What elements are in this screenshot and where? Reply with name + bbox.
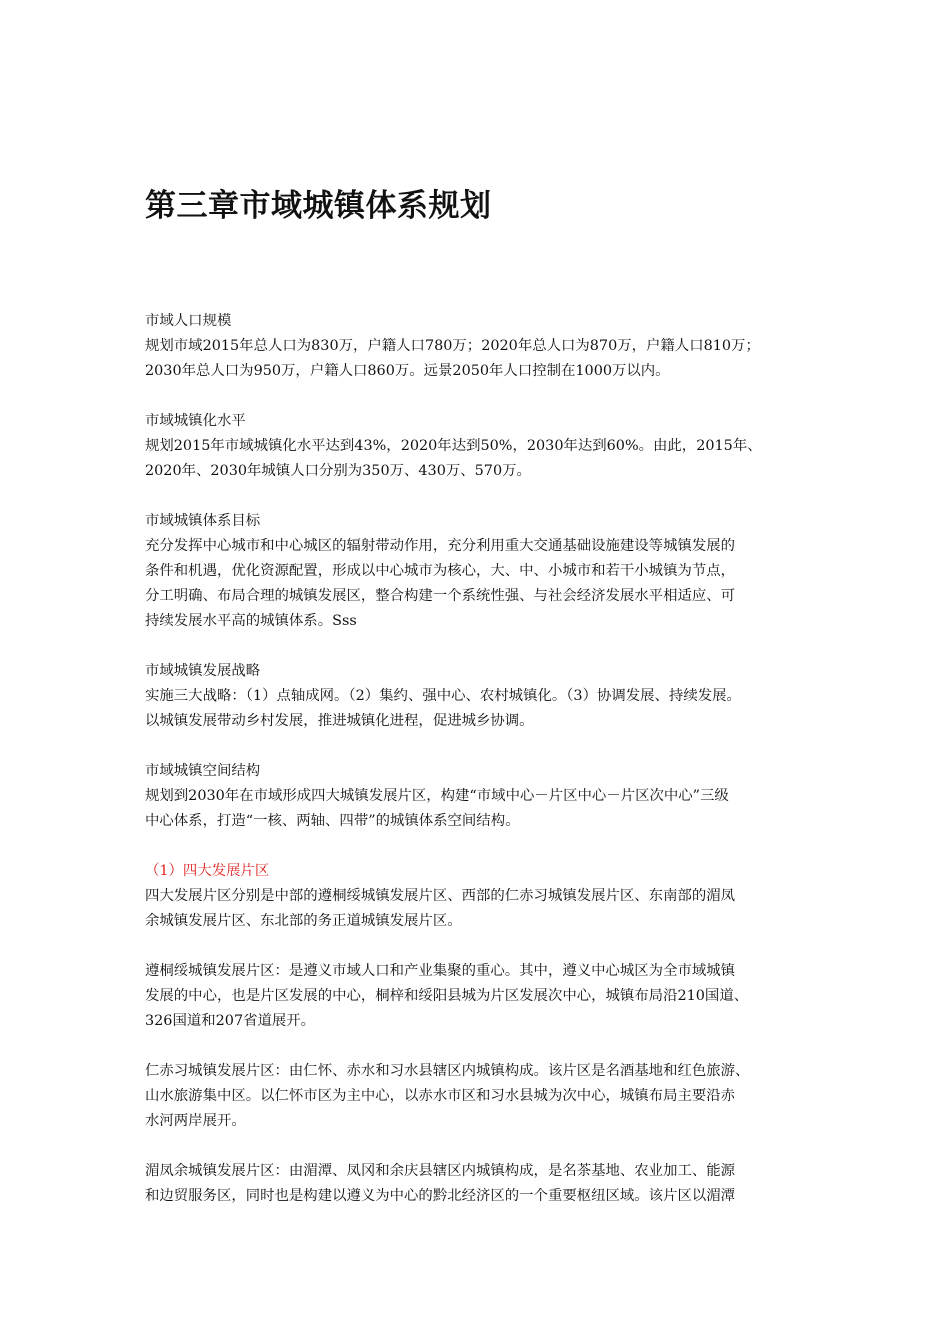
text-line: 充分发挥中心城市和中心城区的辐射带动作用，充分利用重大交通基础设施建设等城镇发展的	[145, 538, 736, 554]
text-line: 仁赤习城镇发展片区：由仁怀、赤水和习水县辖区内城镇构成。该片区是名酒基地和红色旅游、	[145, 1063, 750, 1079]
section-spatial-structure	[145, 759, 825, 834]
text-line: 2020年、2030年城镇人口分别为350万、430万、570万。	[145, 463, 531, 479]
section-population-scale	[145, 309, 825, 384]
text-line: 四大发展片区分别是中部的遵桐绥城镇发展片区、西部的仁赤习城镇发展片区、东南部的湄凤	[145, 888, 736, 904]
text-line: 条件和机遇，优化资源配置，形成以中心城市为核心，大、中、小城市和若干小城镇为节点，	[145, 563, 736, 579]
paragraph-renchixi	[145, 1059, 825, 1134]
text-line: 余城镇发展片区、东北部的务正道城镇发展片区。	[145, 913, 462, 929]
text-line: 湄凤余城镇发展片区：由湄潭、凤冈和余庆县辖区内城镇构成，是名茶基地、农业加工、能源	[145, 1163, 736, 1179]
text-line: 规划2015年市域城镇化水平达到43%，2020年达到50%，2030年达到60%。由此，2015年、	[145, 438, 762, 454]
text-line: 2030年总人口为950万，户籍人口860万。远景2050年人口控制在1000万以内。	[145, 363, 670, 379]
body-paragraph	[145, 1059, 825, 1134]
text-line: 中心体系，打造“一核、两轴、四带”的城镇体系空间结构。	[145, 813, 520, 829]
section-paragraph	[145, 434, 825, 484]
section-heading: 市域人口规模	[145, 313, 232, 329]
section-paragraph	[145, 784, 825, 834]
section-paragraph	[145, 334, 825, 384]
text-line: 持续发展水平高的城镇体系。Sss	[145, 613, 357, 629]
text-line: 水河两岸展开。	[145, 1113, 246, 1129]
section-paragraph	[145, 534, 825, 634]
section-heading: 市域城镇化水平	[145, 413, 246, 429]
text-line: 山水旅游集中区。以仁怀市区为主中心，以赤水市区和习水县城为次中心，城镇布局主要沿赤	[145, 1088, 736, 1104]
section-system-goals	[145, 509, 825, 634]
text-line: 实施三大战略：（1）点轴成网。（2）集约、强中心、农村城镇化。（3）协调发展、持续发展。	[145, 688, 741, 704]
document-body	[145, 309, 825, 1234]
text-line: 遵桐绥城镇发展片区：是遵义市域人口和产业集聚的重心。其中，遵义中心城区为全市域城镇	[145, 963, 736, 979]
chapter-title: 第三章市域城镇体系规划	[145, 188, 492, 224]
text-line: 和边贸服务区，同时也是构建以遵义为中心的黔北经济区的一个重要枢纽区域。该片区以湄潭	[145, 1188, 736, 1204]
subsection-heading: （1）四大发展片区	[145, 863, 270, 879]
body-paragraph	[145, 1159, 825, 1209]
text-line: 分工明确、布局合理的城镇发展区，整合构建一个系统性强、与社会经济发展水平相适应、可	[145, 588, 736, 604]
text-line: 326国道和207省道展开。	[145, 1013, 316, 1029]
text-line: 以城镇发展带动乡村发展，推进城镇化进程，促进城乡协调。	[145, 713, 534, 729]
body-paragraph	[145, 959, 825, 1034]
paragraph-zuntongsui	[145, 959, 825, 1034]
section-paragraph	[145, 684, 825, 734]
section-heading: 市域城镇发展战略	[145, 663, 261, 679]
paragraph-meifengyu	[145, 1159, 825, 1209]
text-line: 规划市域2015年总人口为830万，户籍人口780万；2020年总人口为870万，户籍人口810万；	[145, 338, 760, 354]
subsection-four-zones	[145, 859, 825, 934]
section-urbanization-level	[145, 409, 825, 484]
section-heading: 市域城镇体系目标	[145, 513, 261, 529]
subsection-paragraph	[145, 884, 825, 934]
text-line: 发展的中心，也是片区发展的中心，桐梓和绥阳县城为片区发展次中心，城镇布局沿210国道、	[145, 988, 749, 1004]
section-development-strategy	[145, 659, 825, 734]
text-line: 规划到2030年在市域形成四大城镇发展片区，构建“市域中心－片区中心－片区次中心”三级	[145, 788, 729, 804]
section-heading: 市域城镇空间结构	[145, 763, 261, 779]
